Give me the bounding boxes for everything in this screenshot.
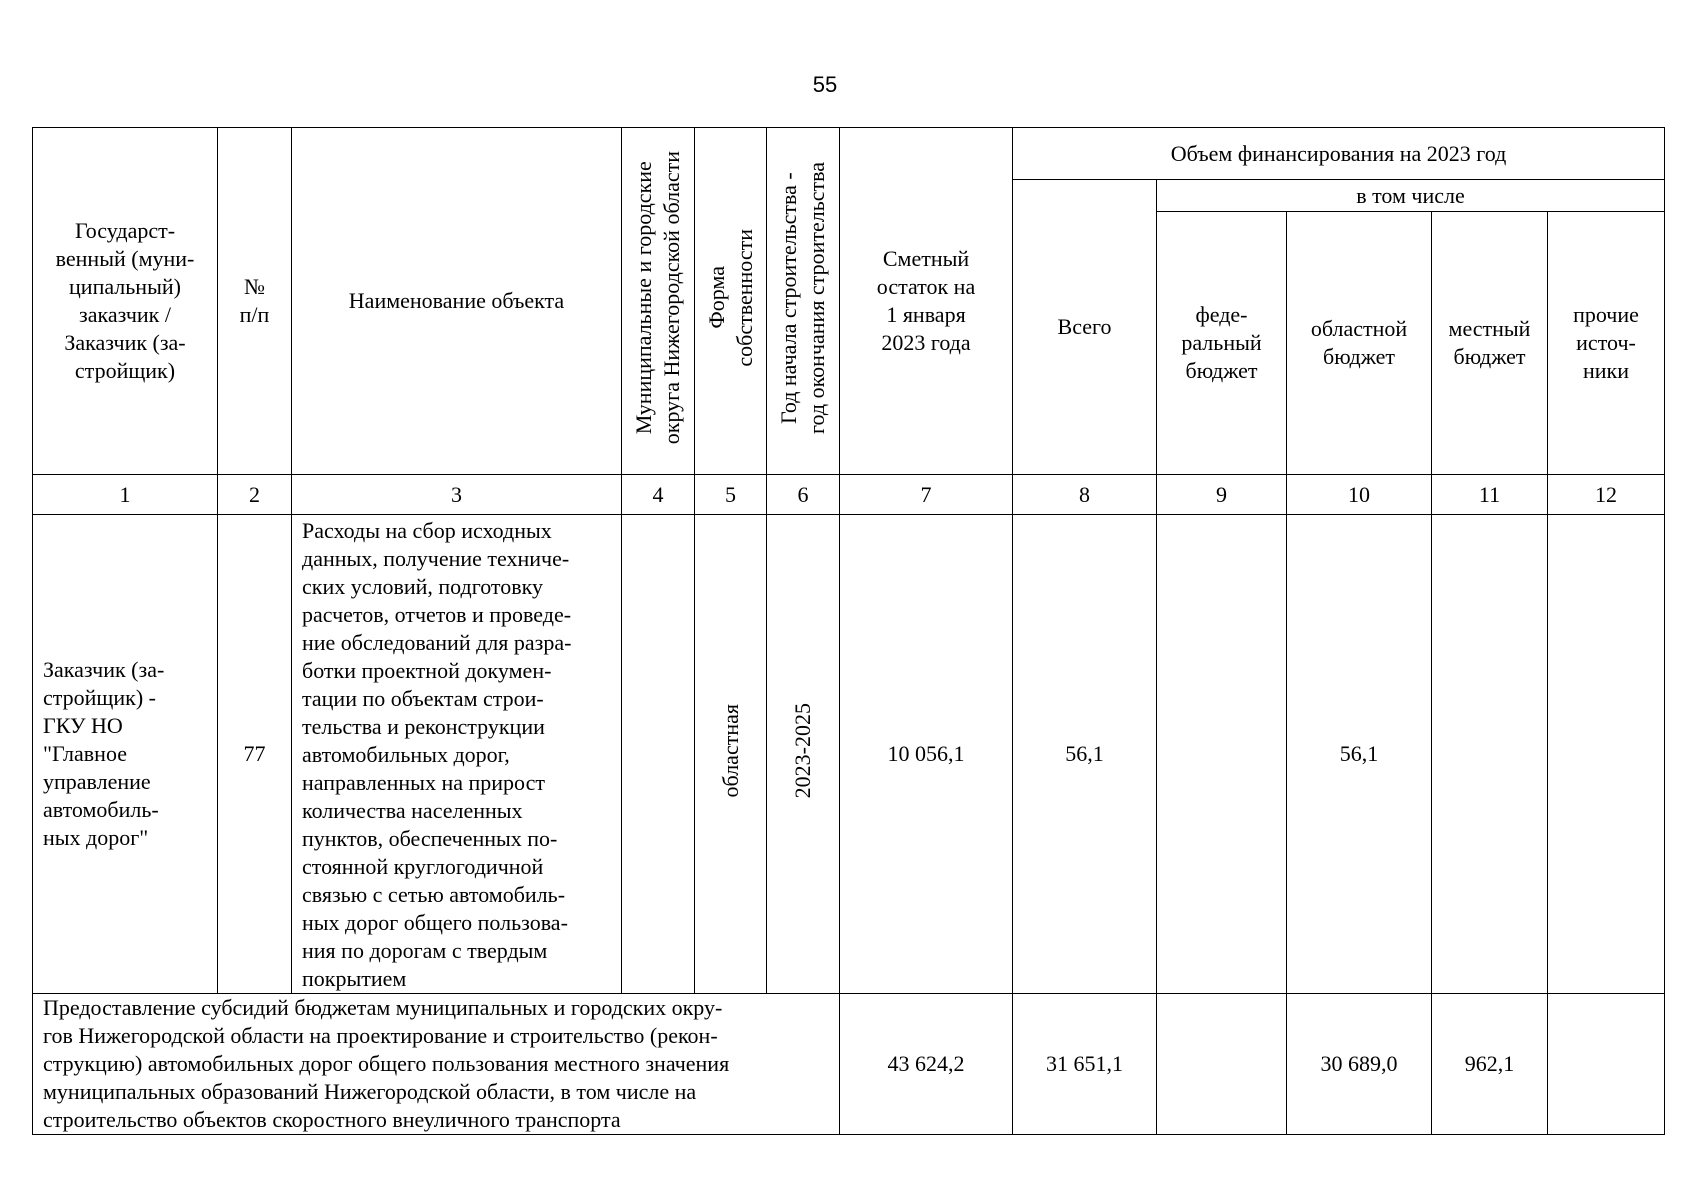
summary-label: Предоставление субсидий бюджетам муниципальных и городских окру- гов Нижегородской области на проектирование и строительство (рекон- струкцию) автомобильных дорог общего пользования местного значения муниципальных образований Нижегородской области, в том числе на строительство объектов скоростного внеуличного транспорта <box>33 994 840 1135</box>
column-number: 12 <box>1548 475 1665 515</box>
summary-regional: 30 689,0 <box>1287 994 1432 1135</box>
construction-funding-table <box>32 127 1665 1135</box>
column-number: 6 <box>767 475 840 515</box>
page-number: 55 <box>812 72 838 97</box>
column-number: 2 <box>218 475 292 515</box>
header-including: в том числе <box>1157 180 1665 212</box>
row-customer: Заказчик (за- стройщик) - ГКУ НО "Главное управление автомобиль- ных дорог" <box>33 515 218 994</box>
row-ownership-cell <box>695 515 767 994</box>
row-object-name: Расходы на сбор исходных данных, получение техниче- ских условий, подготовку расчетов, отчетов и проведе- ние обследований для разра- ботки проектной докумен- тации по объектам строи- тельства и реконструкции автомобильных дорог, направленных на прирост количества населенных пунктов, обеспеченных по- стоянной круглогодичной связью с сетью автомобиль- ных дорог общего пользова- ния по дорогам с твердым покрытием <box>292 515 622 994</box>
row-federal <box>1157 515 1287 994</box>
summary-total: 31 651,1 <box>1013 994 1157 1135</box>
header-district-cell <box>622 128 695 475</box>
row-estimate-remainder: 10 056,1 <box>840 515 1013 994</box>
column-number: 4 <box>622 475 695 515</box>
row-district <box>622 515 695 994</box>
header-years-cell <box>767 128 840 475</box>
header-other: прочие источ- ники <box>1548 212 1665 475</box>
header-ownership-cell <box>695 128 767 475</box>
summary-local: 962,1 <box>1432 994 1548 1135</box>
header-regional: областной бюджет <box>1287 212 1432 475</box>
header-total: Всего <box>1013 180 1157 475</box>
header-federal: феде- ральный бюджет <box>1157 212 1287 475</box>
header-years: Год начала строительства - год окончания строительства <box>776 161 829 434</box>
column-number: 8 <box>1013 475 1157 515</box>
header-funding-group: Объем финансирования на 2023 год <box>1013 128 1665 180</box>
row-ownership: областная <box>717 703 743 798</box>
header-district: Муниципальные и городские округа Нижегородской области <box>631 150 684 445</box>
header-ownership: Форма собственности <box>703 228 757 367</box>
row-regional: 56,1 <box>1287 515 1432 994</box>
summary-other <box>1548 994 1665 1135</box>
column-number: 5 <box>695 475 767 515</box>
summary-federal <box>1157 994 1287 1135</box>
row-local <box>1432 515 1548 994</box>
header-local: местный бюджет <box>1432 212 1548 475</box>
row-years-cell <box>767 515 840 994</box>
row-total: 56,1 <box>1013 515 1157 994</box>
column-number: 11 <box>1432 475 1548 515</box>
column-number: 7 <box>840 475 1013 515</box>
row-other <box>1548 515 1665 994</box>
column-number: 9 <box>1157 475 1287 515</box>
header-object-name: Наименование объекта <box>292 128 622 475</box>
summary-estimate-remainder: 43 624,2 <box>840 994 1013 1135</box>
row-years: 2023-2025 <box>790 702 815 799</box>
column-number: 3 <box>292 475 622 515</box>
column-number: 1 <box>33 475 218 515</box>
column-number: 10 <box>1287 475 1432 515</box>
header-customer: Государст- венный (муни- ципальный) заказчик / Заказчик (за- стройщик) <box>33 128 218 475</box>
header-estimate-remainder: Сметный остаток на 1 января 2023 года <box>840 128 1013 475</box>
header-row-number: № п/п <box>218 128 292 475</box>
row-number: 77 <box>218 515 292 994</box>
